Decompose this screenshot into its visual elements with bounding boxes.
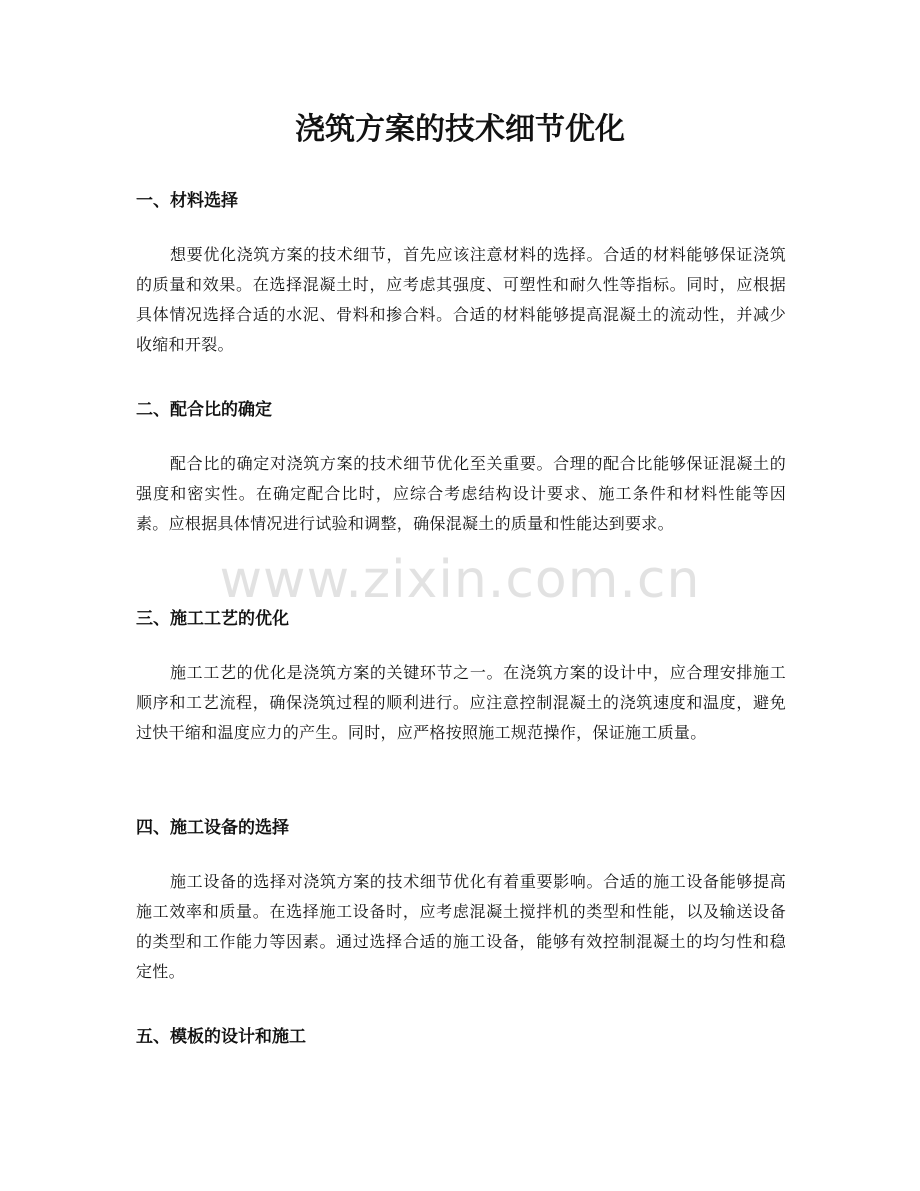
watermark: www.zixin.com.cn: [219, 550, 701, 610]
section-construction-process: [136, 606, 786, 748]
section-equipment: [136, 815, 786, 987]
section-paragraph: 配合比的确定对浇筑方案的技术细节优化至关重要。合理的配合比能够保证混凝土的强度和密实性。在确定配合比时，应综合考虑结构设计要求、施工条件和材料性能等因素。应根据具体情况进行试验和调整，确保混凝土的质量和性能达到要求。: [136, 454, 786, 533]
section-paragraph: 想要优化浇筑方案的技术细节，首先应该注意材料的选择。合适的材料能够保证浇筑的质量和效果。在选择混凝土时，应考虑其强度、可塑性和耐久性等指标。同时，应根据具体情况选择合适的水泥、骨料和掺合料。合适的材料能够提高混凝土的流动性，并减少收缩和开裂。: [136, 245, 786, 354]
section-mix-ratio: [136, 397, 786, 539]
section-heading: 一、材料选择: [136, 191, 238, 211]
section-paragraph: 施工设备的选择对浇筑方案的技术细节优化有着重要影响。合适的施工设备能够提高施工效率和质量。在选择施工设备时，应考虑混凝土搅拌机的类型和性能，以及输送设备的类型和工作能力等因素。通过选择合适的施工设备，能够有效控制混凝土的均匀性和稳定性。: [136, 872, 786, 981]
section-heading: 四、施工设备的选择: [136, 818, 289, 838]
section-formwork: [136, 1024, 786, 1050]
page-title: 浇筑方案的技术细节优化: [295, 112, 625, 147]
section-paragraph: 施工工艺的优化是浇筑方案的关键环节之一。在浇筑方案的设计中，应合理安排施工顺序和工艺流程，确保浇筑过程的顺利进行。应注意控制混凝土的浇筑速度和温度，避免过快干缩和温度应力的产生。同时，应严格按照施工规范操作，保证施工质量。: [136, 663, 786, 742]
section-heading: 二、配合比的确定: [136, 400, 272, 420]
section-heading: 五、模板的设计和施工: [136, 1027, 306, 1047]
section-heading: 三、施工工艺的优化: [136, 609, 289, 629]
section-materials: [136, 188, 786, 360]
